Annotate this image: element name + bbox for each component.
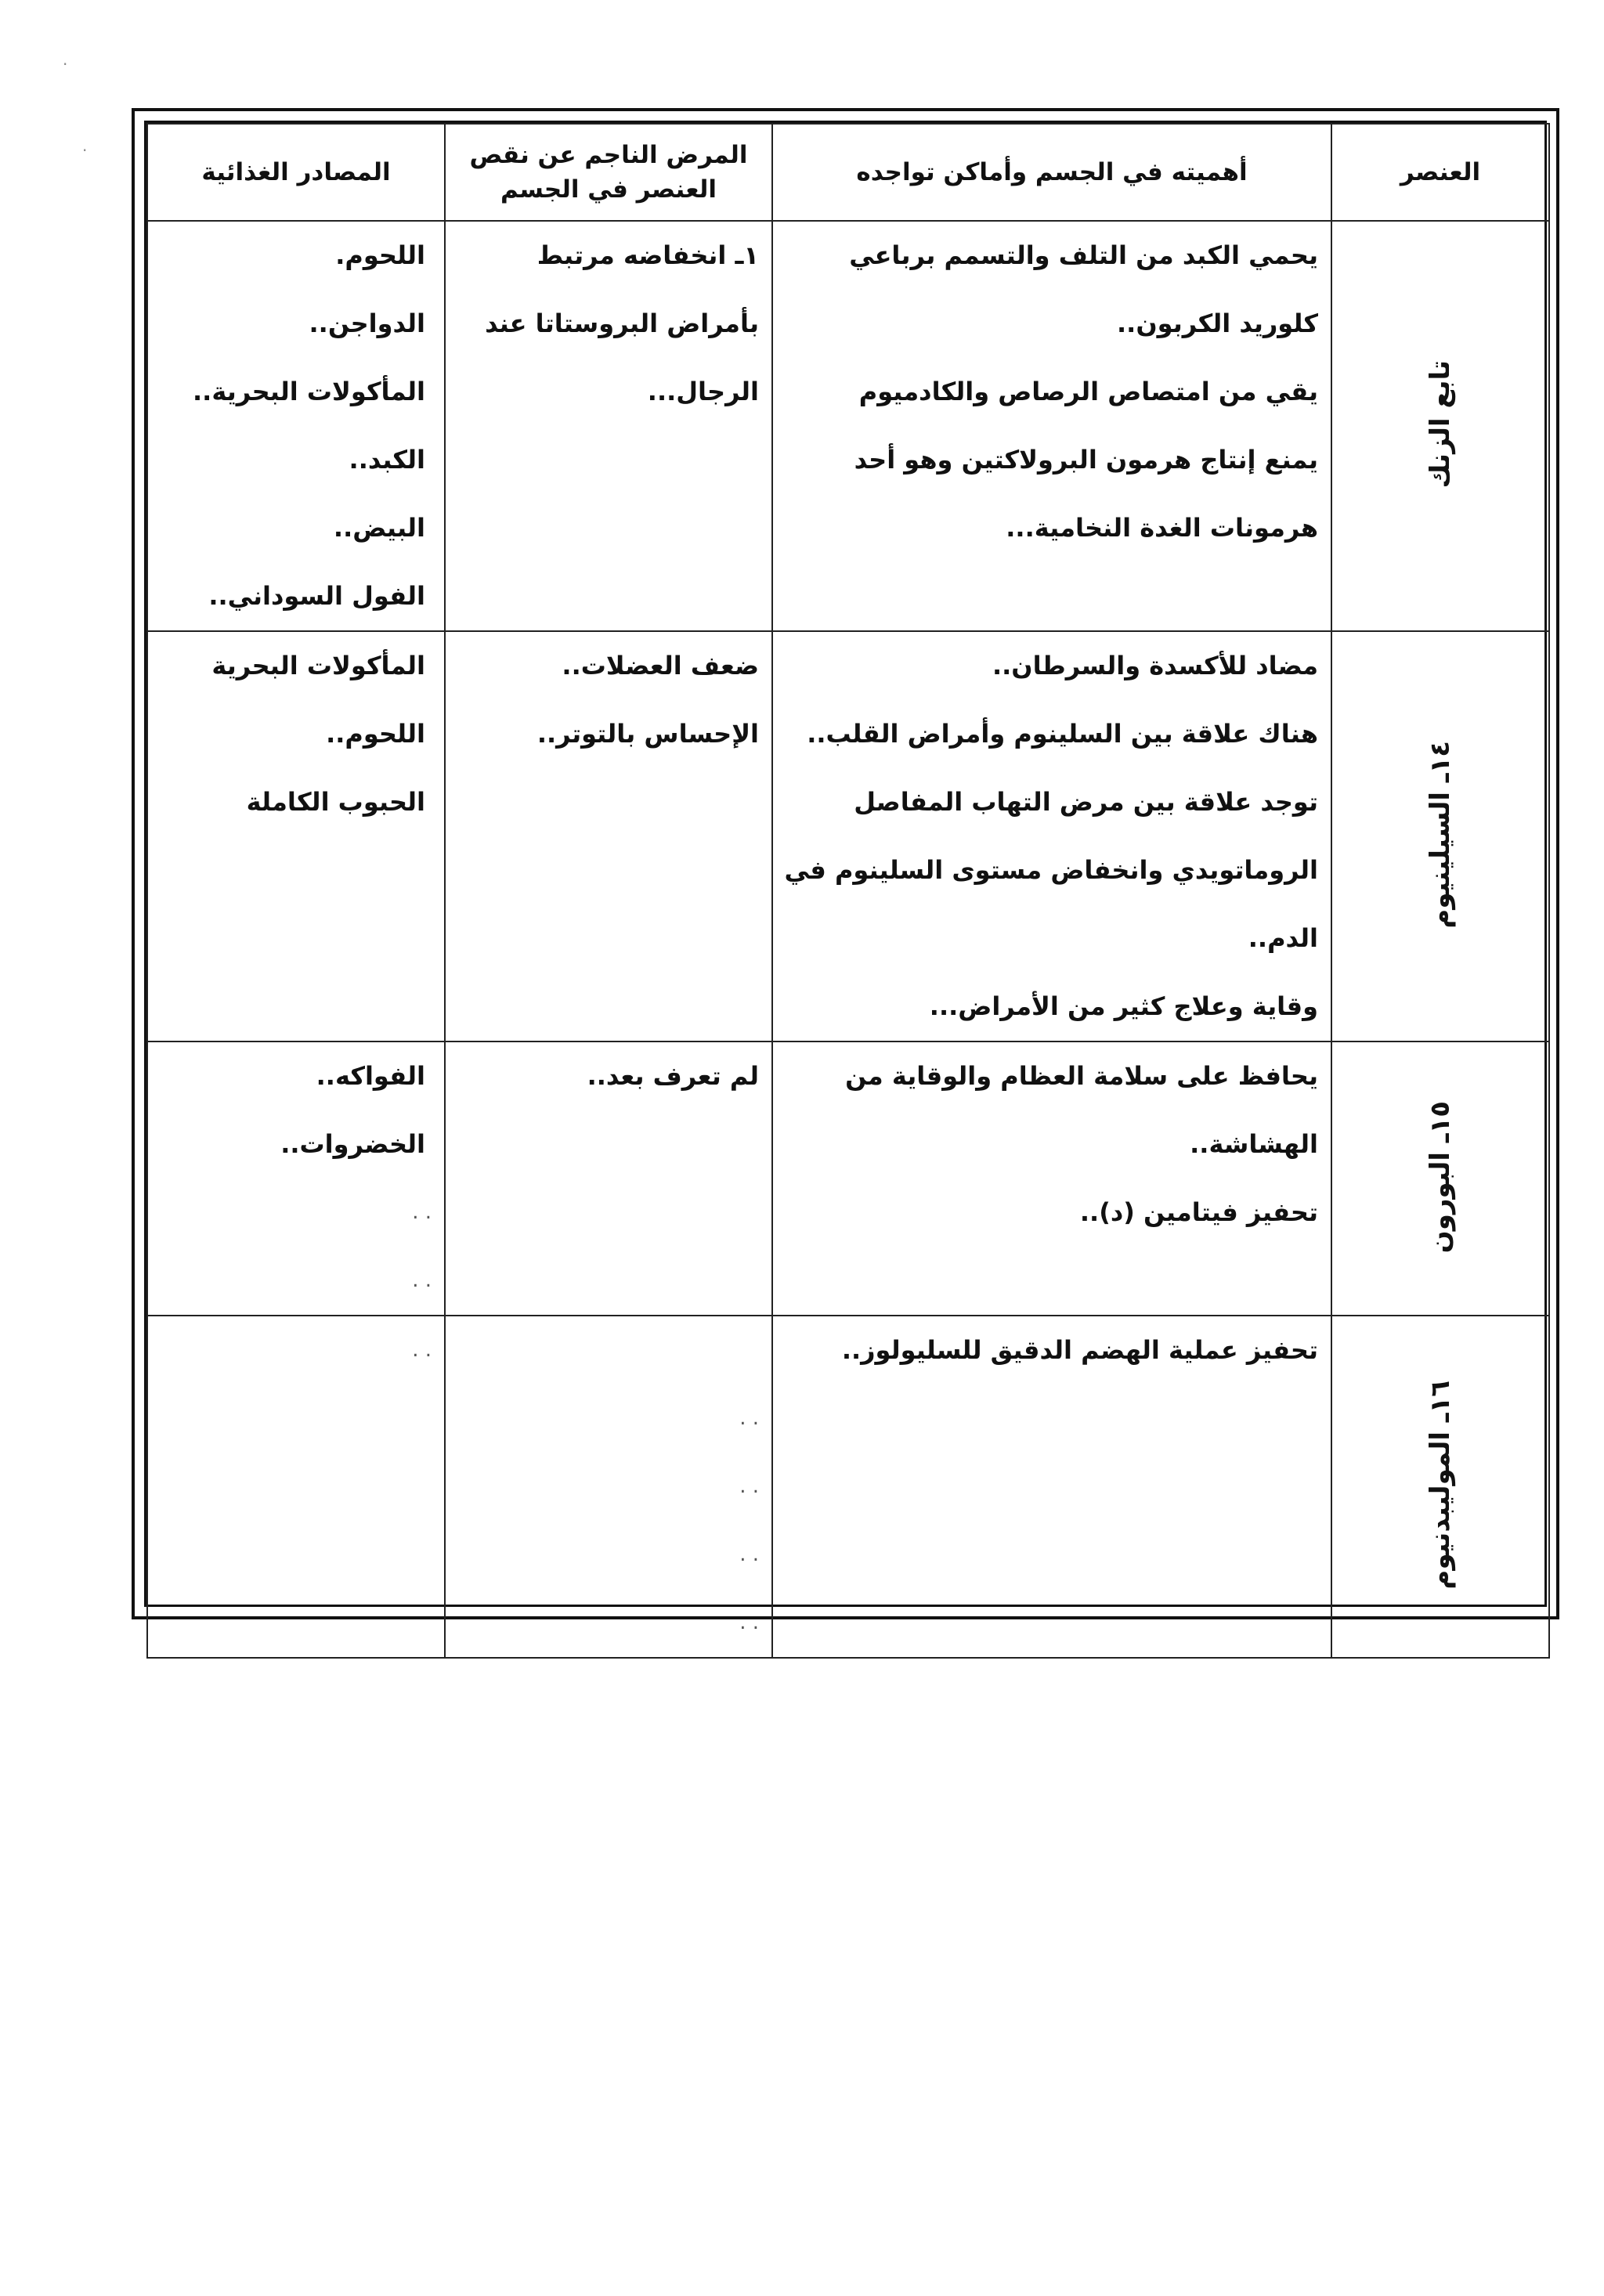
importance-line: توجد علاقة بين مرض التهاب المفاصل <box>854 787 1318 817</box>
placeholder-dots: . . <box>739 1543 759 1566</box>
table-frame-inner <box>144 121 1547 1634</box>
importance-line: تحفيز فيتامين (د).. <box>1079 1197 1318 1227</box>
deficiency-line: ١ـ انخفاضه مرتبط <box>536 240 759 270</box>
importance-cell <box>772 1042 1331 1316</box>
element-cell <box>1331 1316 1549 1658</box>
source-line: الفواكه.. <box>316 1061 425 1091</box>
placeholder-dots: . . <box>739 1611 759 1634</box>
element-name: تابع الزنك <box>1425 360 1456 489</box>
importance-cell <box>772 631 1331 1042</box>
deficiency-line: الرجال... <box>647 377 759 406</box>
table-row <box>147 1042 1549 1316</box>
source-line: الحبوب الكاملة <box>246 787 425 817</box>
element-cell <box>1331 221 1549 631</box>
source-line: الفول السوداني.. <box>208 581 425 611</box>
importance-line: الهشاشة.. <box>1190 1129 1318 1159</box>
importance-line: يحمي الكبد من التلف والتسمم برباعي <box>849 240 1318 270</box>
placeholder-dots: . . <box>412 1200 432 1224</box>
importance-cell <box>772 1316 1331 1658</box>
table-row <box>147 221 1549 631</box>
deficiency-cell <box>445 631 772 1042</box>
placeholder-dots: . . <box>412 1338 432 1362</box>
sources-cell <box>147 631 445 1042</box>
source-line: اللحوم. <box>335 240 425 270</box>
placeholder-dots: . . <box>739 1406 759 1430</box>
source-line: المأكولات البحرية.. <box>193 377 425 406</box>
importance-line: هرمونات الغدة النخامية... <box>1006 513 1318 543</box>
deficiency-cell <box>445 221 772 631</box>
source-line: الدواجن.. <box>309 309 425 338</box>
placeholder-dots: . . <box>412 1269 432 1292</box>
importance-line: يحافظ على سلامة العظام والوقاية من <box>845 1061 1318 1091</box>
header-deficiency: المرض الناجم عن نقص العنصر في الجسم <box>445 124 772 221</box>
source-line: الخضروات.. <box>280 1129 425 1159</box>
importance-line: يقي من امتصاص الرصاص والكادميوم <box>858 377 1318 406</box>
deficiency-line: الإحساس بالتوتر.. <box>536 719 759 749</box>
source-line: البيض.. <box>333 513 425 543</box>
sources-cell <box>147 1316 445 1658</box>
importance-cell <box>772 221 1331 631</box>
header-element: العنصر <box>1331 124 1549 221</box>
deficiency-cell <box>445 1042 772 1316</box>
table-frame <box>132 108 1559 1634</box>
nutrients-table <box>146 123 1550 1659</box>
source-line: الكبد.. <box>349 445 425 475</box>
importance-line: يمنع إنتاج هرمون البرولاكتين وهو أحد <box>854 445 1318 475</box>
placeholder-dots: . . <box>739 1475 759 1498</box>
deficiency-line: بأمراض البروستاتا عند <box>485 309 759 338</box>
element-name: ١٤ـ السيلينيوم <box>1425 741 1456 929</box>
deficiency-line: لم تعرف بعد.. <box>587 1061 759 1091</box>
element-name: ١٦ـ الموليبدنيوم <box>1425 1381 1456 1590</box>
element-cell <box>1331 631 1549 1042</box>
importance-line: مضاد للأكسدة والسرطان.. <box>992 651 1318 680</box>
deficiency-cell <box>445 1316 772 1658</box>
scan-speck: · <box>63 55 68 74</box>
sources-cell <box>147 221 445 631</box>
source-line: المأكولات البحرية <box>211 651 425 680</box>
header-sources: المصادر الغذائية <box>147 124 445 221</box>
header-importance: أهميته في الجسم وأماكن تواجده <box>772 124 1331 221</box>
source-line: اللحوم.. <box>326 719 425 749</box>
importance-line: تحفيز عملية الهضم الدقيق للسليولوز.. <box>841 1335 1318 1365</box>
table-header-row <box>147 124 1549 221</box>
deficiency-line: ضعف العضلات.. <box>562 651 759 680</box>
element-cell <box>1331 1042 1549 1316</box>
importance-line: هناك علاقة بين السلينوم وأمراض القلب.. <box>807 719 1318 749</box>
scan-speck: · <box>82 141 88 160</box>
table-row <box>147 631 1549 1042</box>
importance-line: وقاية وعلاج كثير من الأمراض... <box>929 991 1318 1021</box>
importance-line: الدم.. <box>1248 923 1318 953</box>
importance-line: الروماتويدي وانخفاض مستوى السلينوم في <box>784 855 1318 885</box>
importance-line: كلوريد الكربون.. <box>1117 309 1318 338</box>
table-row <box>147 1316 1549 1658</box>
element-name: ١٥ـ البورون <box>1425 1100 1456 1254</box>
sources-cell <box>147 1042 445 1316</box>
